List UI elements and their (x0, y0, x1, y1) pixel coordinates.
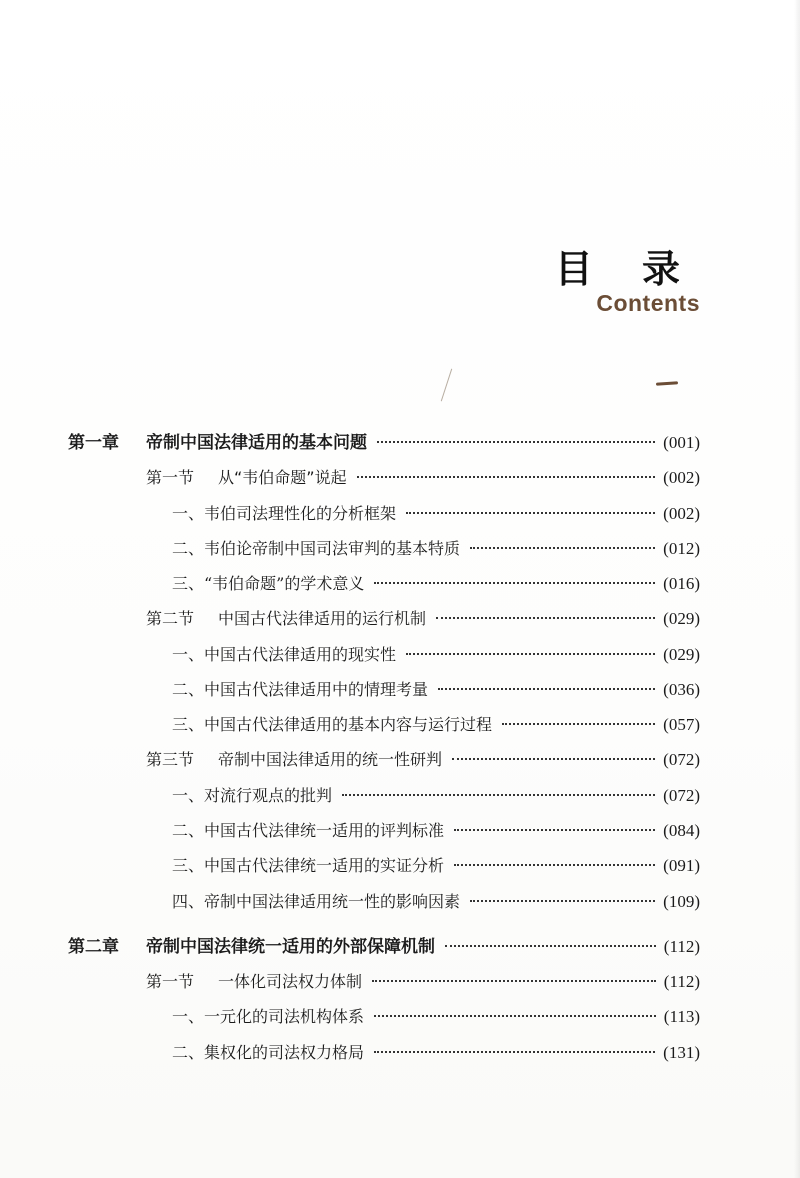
toc-entry-item[interactable] (172, 1002, 700, 1032)
toc-entry-page: (002) (663, 468, 700, 487)
toc-entry-page: (072) (663, 750, 700, 769)
toc-entry-page: (112) (663, 972, 700, 991)
toc-entry-number: 第二节 (146, 609, 195, 628)
dot-leader (502, 723, 655, 725)
toc-entry-page: (084) (663, 821, 700, 840)
toc-entry-label (146, 745, 442, 775)
page-subtitle: Contents (596, 290, 700, 316)
toc-entry-section[interactable] (146, 967, 700, 997)
toc-entry-page: (036) (663, 680, 700, 699)
toc-entry-item[interactable] (172, 781, 700, 811)
dot-leader (452, 758, 655, 760)
toc-entry-text: 一、中国古代法律适用的现实性 (172, 645, 397, 664)
dot-leader (454, 864, 655, 866)
toc-entry-page: (029) (663, 609, 700, 628)
toc-entry-text: 帝制中国法律适用的基本问题 (146, 433, 367, 453)
toc-entry-text: 一体化司法权力体制 (218, 972, 363, 991)
toc-entry-item[interactable] (172, 534, 700, 564)
dot-leader (445, 945, 656, 947)
toc-entry-item[interactable] (172, 710, 700, 740)
page-edge-shadow (794, 0, 800, 1178)
toc-entry-item[interactable] (172, 887, 700, 917)
toc-entry-text: 二、集权化的司法权力格局 (172, 1043, 365, 1062)
toc-entry-text: 二、中国古代法律统一适用的评判标准 (172, 821, 445, 840)
toc-entry-page: (012) (663, 539, 700, 558)
toc-entry-label (68, 932, 435, 962)
toc-entry-text: 三、中国古代法律适用的基本内容与运行过程 (172, 715, 493, 734)
toc-entry-text: 一、韦伯司法理性化的分析框架 (172, 504, 397, 523)
toc-entry-label (146, 463, 347, 493)
toc-entry-chapter[interactable] (68, 932, 700, 962)
toc-entry-number: 第一节 (146, 468, 195, 487)
toc-entry-item[interactable] (172, 499, 700, 529)
page-title: 目 录 (554, 247, 698, 291)
dot-leader (372, 980, 656, 982)
toc-entry-page: (029) (663, 645, 700, 664)
toc-entry-label (68, 428, 367, 458)
toc-entry-chapter[interactable] (68, 428, 700, 458)
toc-entry-item[interactable] (172, 851, 700, 881)
toc-entry-page: (091) (663, 856, 700, 875)
toc-entry-label (146, 967, 362, 997)
dot-leader (342, 794, 655, 796)
dot-leader (436, 617, 655, 619)
toc-entry-section[interactable] (146, 745, 700, 775)
toc-entry-page: (057) (663, 715, 700, 734)
toc-entry-section[interactable] (146, 463, 700, 493)
toc-entry-number: 第三节 (146, 750, 195, 769)
toc-entry-text: 二、中国古代法律适用中的情理考量 (172, 680, 429, 699)
dot-leader (377, 441, 655, 443)
dot-leader (470, 900, 655, 902)
dot-leader (406, 512, 655, 514)
toc-entry-page: (001) (663, 433, 700, 452)
toc-entry-text: 二、韦伯论帝制中国司法审判的基本特质 (172, 539, 461, 558)
toc-entry-page: (072) (663, 786, 700, 805)
toc-entry-text: 帝制中国法律适用的统一性研判 (218, 750, 443, 769)
toc-entry-text: 三、“韦伯命题”的学术意义 (172, 574, 365, 593)
toc-entry-section[interactable] (146, 604, 700, 634)
dot-leader (374, 1015, 656, 1017)
toc-entry-text: 一、对流行观点的批判 (172, 786, 333, 805)
toc-entry-page: (002) (663, 504, 700, 523)
dot-leader (357, 476, 656, 478)
toc-entry-text: 三、中国古代法律统一适用的实证分析 (172, 856, 445, 875)
toc-entry-page: (109) (663, 892, 700, 911)
toc-entry-page: (131) (663, 1043, 700, 1062)
toc-entry-number: 第一章 (68, 433, 119, 453)
dot-leader (438, 688, 655, 690)
toc-entry-item[interactable] (172, 569, 700, 599)
toc-entry-item[interactable] (172, 640, 700, 670)
toc-entry-label (146, 604, 426, 634)
dot-leader (454, 829, 655, 831)
toc-entry-page: (112) (663, 937, 700, 956)
toc-entry-item[interactable] (172, 675, 700, 705)
toc-entry-item[interactable] (172, 816, 700, 846)
dot-leader (406, 653, 655, 655)
toc-entry-item[interactable] (172, 1038, 700, 1068)
dot-leader (374, 1051, 655, 1053)
toc-entry-text: 从“韦伯命题”说起 (218, 468, 347, 487)
toc-entry-number: 第二章 (68, 937, 119, 957)
toc-entry-page: (016) (663, 574, 700, 593)
toc-entry-text: 中国古代法律适用的运行机制 (218, 609, 427, 628)
dot-leader (374, 582, 655, 584)
dot-leader (470, 547, 655, 549)
toc-entry-page: (113) (663, 1007, 700, 1026)
toc-entry-text: 帝制中国法律统一适用的外部保障机制 (146, 937, 435, 957)
toc-entry-text: 一、一元化的司法机构体系 (172, 1007, 365, 1026)
toc-entry-number: 第一节 (146, 972, 195, 991)
toc-entry-text: 四、帝制中国法律适用统一性的影响因素 (172, 892, 461, 911)
